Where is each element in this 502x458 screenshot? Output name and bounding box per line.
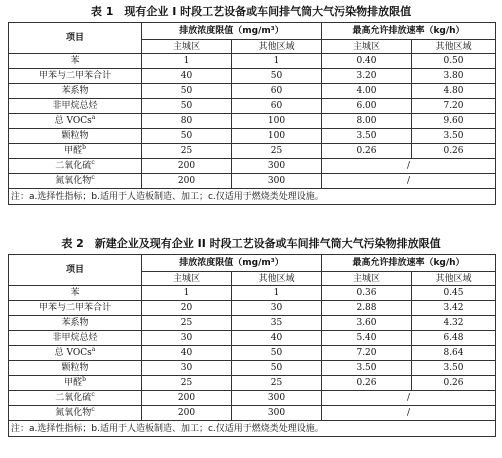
table-row: [9, 361, 496, 376]
concentration-other-area: 300: [232, 391, 322, 406]
table-row: [9, 159, 496, 174]
emission-rate-other-area: 3.42: [412, 301, 496, 316]
concentration-main-city: 30: [142, 331, 232, 346]
concentration-other-area: 1: [232, 286, 322, 301]
table-row: [9, 99, 496, 114]
header-emission-rate: 最高允许排放速率（kg/h）: [322, 23, 496, 40]
emission-rate-other-area: 8.64: [412, 346, 496, 361]
table-row: [9, 129, 496, 144]
pollutant-name: 颗粒物: [9, 361, 142, 376]
emission-rate-other-area: 6.48: [412, 331, 496, 346]
concentration-main-city: 40: [142, 346, 232, 361]
table-row: [9, 286, 496, 301]
concentration-main-city: 1: [142, 54, 232, 69]
concentration-main-city: 200: [142, 406, 232, 421]
pollutant-name: 甲醛$^b$: [9, 376, 142, 391]
emission-rate-other-area: 4.32: [412, 316, 496, 331]
pollutant-name: 颗粒物: [9, 129, 142, 144]
pollutant-name: 二氧化硫$^c$: [9, 391, 142, 406]
subheader-main-city: 主城区: [322, 272, 412, 286]
pollutant-name: 非甲烷总烃: [9, 331, 142, 346]
concentration-other-area: 60: [232, 99, 322, 114]
concentration-other-area: 50: [232, 361, 322, 376]
subheader-other-area: 其他区域: [232, 40, 322, 54]
emission-rate-not-applicable: /: [322, 174, 496, 189]
footnote-marker: c: [91, 174, 95, 181]
emission-rate-other-area: 0.45: [412, 286, 496, 301]
emission-rate-main-city: 3.50: [322, 129, 412, 144]
emission-rate-main-city: 8.00: [322, 114, 412, 129]
footnote-marker: b: [82, 376, 86, 383]
emission-rate-main-city: 3.50: [322, 361, 412, 376]
pollutant-name: 苯: [9, 286, 142, 301]
pollutant-name: 苯系物: [9, 84, 142, 99]
emission-rate-main-city: 0.26: [322, 376, 412, 391]
concentration-main-city: 25: [142, 144, 232, 159]
emission-rate-main-city: 6.00: [322, 99, 412, 114]
pollutant-name: 氮氧化物$^c$: [9, 406, 142, 421]
concentration-other-area: 1: [232, 54, 322, 69]
emission-rate-other-area: 0.26: [412, 144, 496, 159]
table-row: [9, 301, 496, 316]
concentration-other-area: 50: [232, 69, 322, 84]
concentration-other-area: 60: [232, 84, 322, 99]
footnote-marker: c: [91, 159, 95, 166]
footnote-marker: a: [91, 346, 96, 353]
table1-title: 表 1 现有企业 I 时段工艺设备或车间排气筒大气污染物排放限值: [90, 5, 412, 18]
concentration-other-area: 25: [232, 376, 322, 391]
pollutant-name: 甲苯与二甲苯合计: [9, 69, 142, 84]
emission-rate-other-area: 3.50: [412, 361, 496, 376]
table-row: [9, 174, 496, 189]
footnote-marker: c: [91, 391, 95, 398]
concentration-main-city: 40: [142, 69, 232, 84]
emission-rate-not-applicable: /: [322, 391, 496, 406]
subheader-other-area: 其他区域: [412, 40, 496, 54]
emission-rate-main-city: 5.40: [322, 331, 412, 346]
table-footnote: 注：a.选择性指标；b.适用于人造板制造、加工；c.仅适用于燃烧类处理设施。: [9, 421, 496, 437]
emission-rate-main-city: 3.20: [322, 69, 412, 84]
pollutant-name: 苯: [9, 54, 142, 69]
concentration-main-city: 50: [142, 84, 232, 99]
emission-rate-other-area: 4.80: [412, 84, 496, 99]
table-row: [9, 114, 496, 129]
footnote-marker: b: [82, 144, 86, 151]
footnote-marker: a: [91, 114, 96, 121]
concentration-other-area: 40: [232, 331, 322, 346]
concentration-main-city: 200: [142, 159, 232, 174]
concentration-other-area: 300: [232, 159, 322, 174]
concentration-other-area: 300: [232, 174, 322, 189]
subheader-other-area: 其他区域: [412, 272, 496, 286]
emission-rate-main-city: 3.60: [322, 316, 412, 331]
emission-rate-main-city: 2.88: [322, 301, 412, 316]
emission-rate-main-city: 4.00: [322, 84, 412, 99]
table2: [8, 254, 496, 437]
emission-rate-other-area: 3.80: [412, 69, 496, 84]
table-row: [9, 144, 496, 159]
emission-rate-main-city: 0.36: [322, 286, 412, 301]
subheader-main-city: 主城区: [142, 272, 232, 286]
concentration-main-city: 25: [142, 376, 232, 391]
concentration-other-area: 100: [232, 114, 322, 129]
table-row: [9, 69, 496, 84]
table-row: [9, 406, 496, 421]
table-row: [9, 376, 496, 391]
concentration-other-area: 50: [232, 346, 322, 361]
emission-rate-main-city: 7.20: [322, 346, 412, 361]
table-row: [9, 331, 496, 346]
header-concentration: 排放浓度限值（mg/m³）: [142, 23, 322, 40]
concentration-main-city: 50: [142, 129, 232, 144]
pollutant-name: 氮氧化物$^c$: [9, 174, 142, 189]
subheader-other-area: 其他区域: [232, 272, 322, 286]
emission-rate-main-city: 0.40: [322, 54, 412, 69]
pollutant-name: 总 VOCs$^a$: [9, 114, 142, 129]
concentration-main-city: 30: [142, 361, 232, 376]
table2-title: 表 2 新建企业及现有企业 II 时段工艺设备或车间排气筒大气污染物排放限值: [61, 237, 441, 250]
concentration-main-city: 25: [142, 316, 232, 331]
concentration-other-area: 35: [232, 316, 322, 331]
table-row: [9, 54, 496, 69]
header-item: 项目: [9, 23, 142, 54]
emission-rate-main-city: 0.26: [322, 144, 412, 159]
concentration-main-city: 1: [142, 286, 232, 301]
table-row: [9, 346, 496, 361]
concentration-main-city: 200: [142, 174, 232, 189]
emission-rate-other-area: 0.50: [412, 54, 496, 69]
concentration-other-area: 30: [232, 301, 322, 316]
pollutant-name: 非甲烷总烃: [9, 99, 142, 114]
concentration-other-area: 300: [232, 406, 322, 421]
emission-rate-other-area: 3.50: [412, 129, 496, 144]
emission-rate-other-area: 7.20: [412, 99, 496, 114]
header-emission-rate: 最高允许排放速率（kg/h）: [322, 255, 496, 272]
concentration-main-city: 20: [142, 301, 232, 316]
concentration-main-city: 80: [142, 114, 232, 129]
concentration-other-area: 25: [232, 144, 322, 159]
emission-rate-not-applicable: /: [322, 406, 496, 421]
pollutant-name: 二氧化硫$^c$: [9, 159, 142, 174]
subheader-main-city: 主城区: [322, 40, 412, 54]
emission-rate-other-area: 9.60: [412, 114, 496, 129]
concentration-main-city: 200: [142, 391, 232, 406]
pollutant-name: 甲苯与二甲苯合计: [9, 301, 142, 316]
table-footnote: 注：a.选择性指标；b.适用于人造板制造、加工；c.仅适用于燃烧类处理设施。: [9, 189, 496, 205]
table1: [8, 22, 496, 205]
table-row: [9, 391, 496, 406]
concentration-main-city: 50: [142, 99, 232, 114]
concentration-other-area: 100: [232, 129, 322, 144]
pollutant-name: 苯系物: [9, 316, 142, 331]
emission-rate-other-area: 0.26: [412, 376, 496, 391]
table-row: [9, 84, 496, 99]
header-concentration: 排放浓度限值（mg/m³）: [142, 255, 322, 272]
pollutant-name: 总 VOCs$^a$: [9, 346, 142, 361]
header-item: 项目: [9, 255, 142, 286]
emission-rate-not-applicable: /: [322, 159, 496, 174]
footnote-marker: c: [91, 406, 95, 413]
subheader-main-city: 主城区: [142, 40, 232, 54]
table-row: [9, 316, 496, 331]
pollutant-name: 甲醛$^b$: [9, 144, 142, 159]
